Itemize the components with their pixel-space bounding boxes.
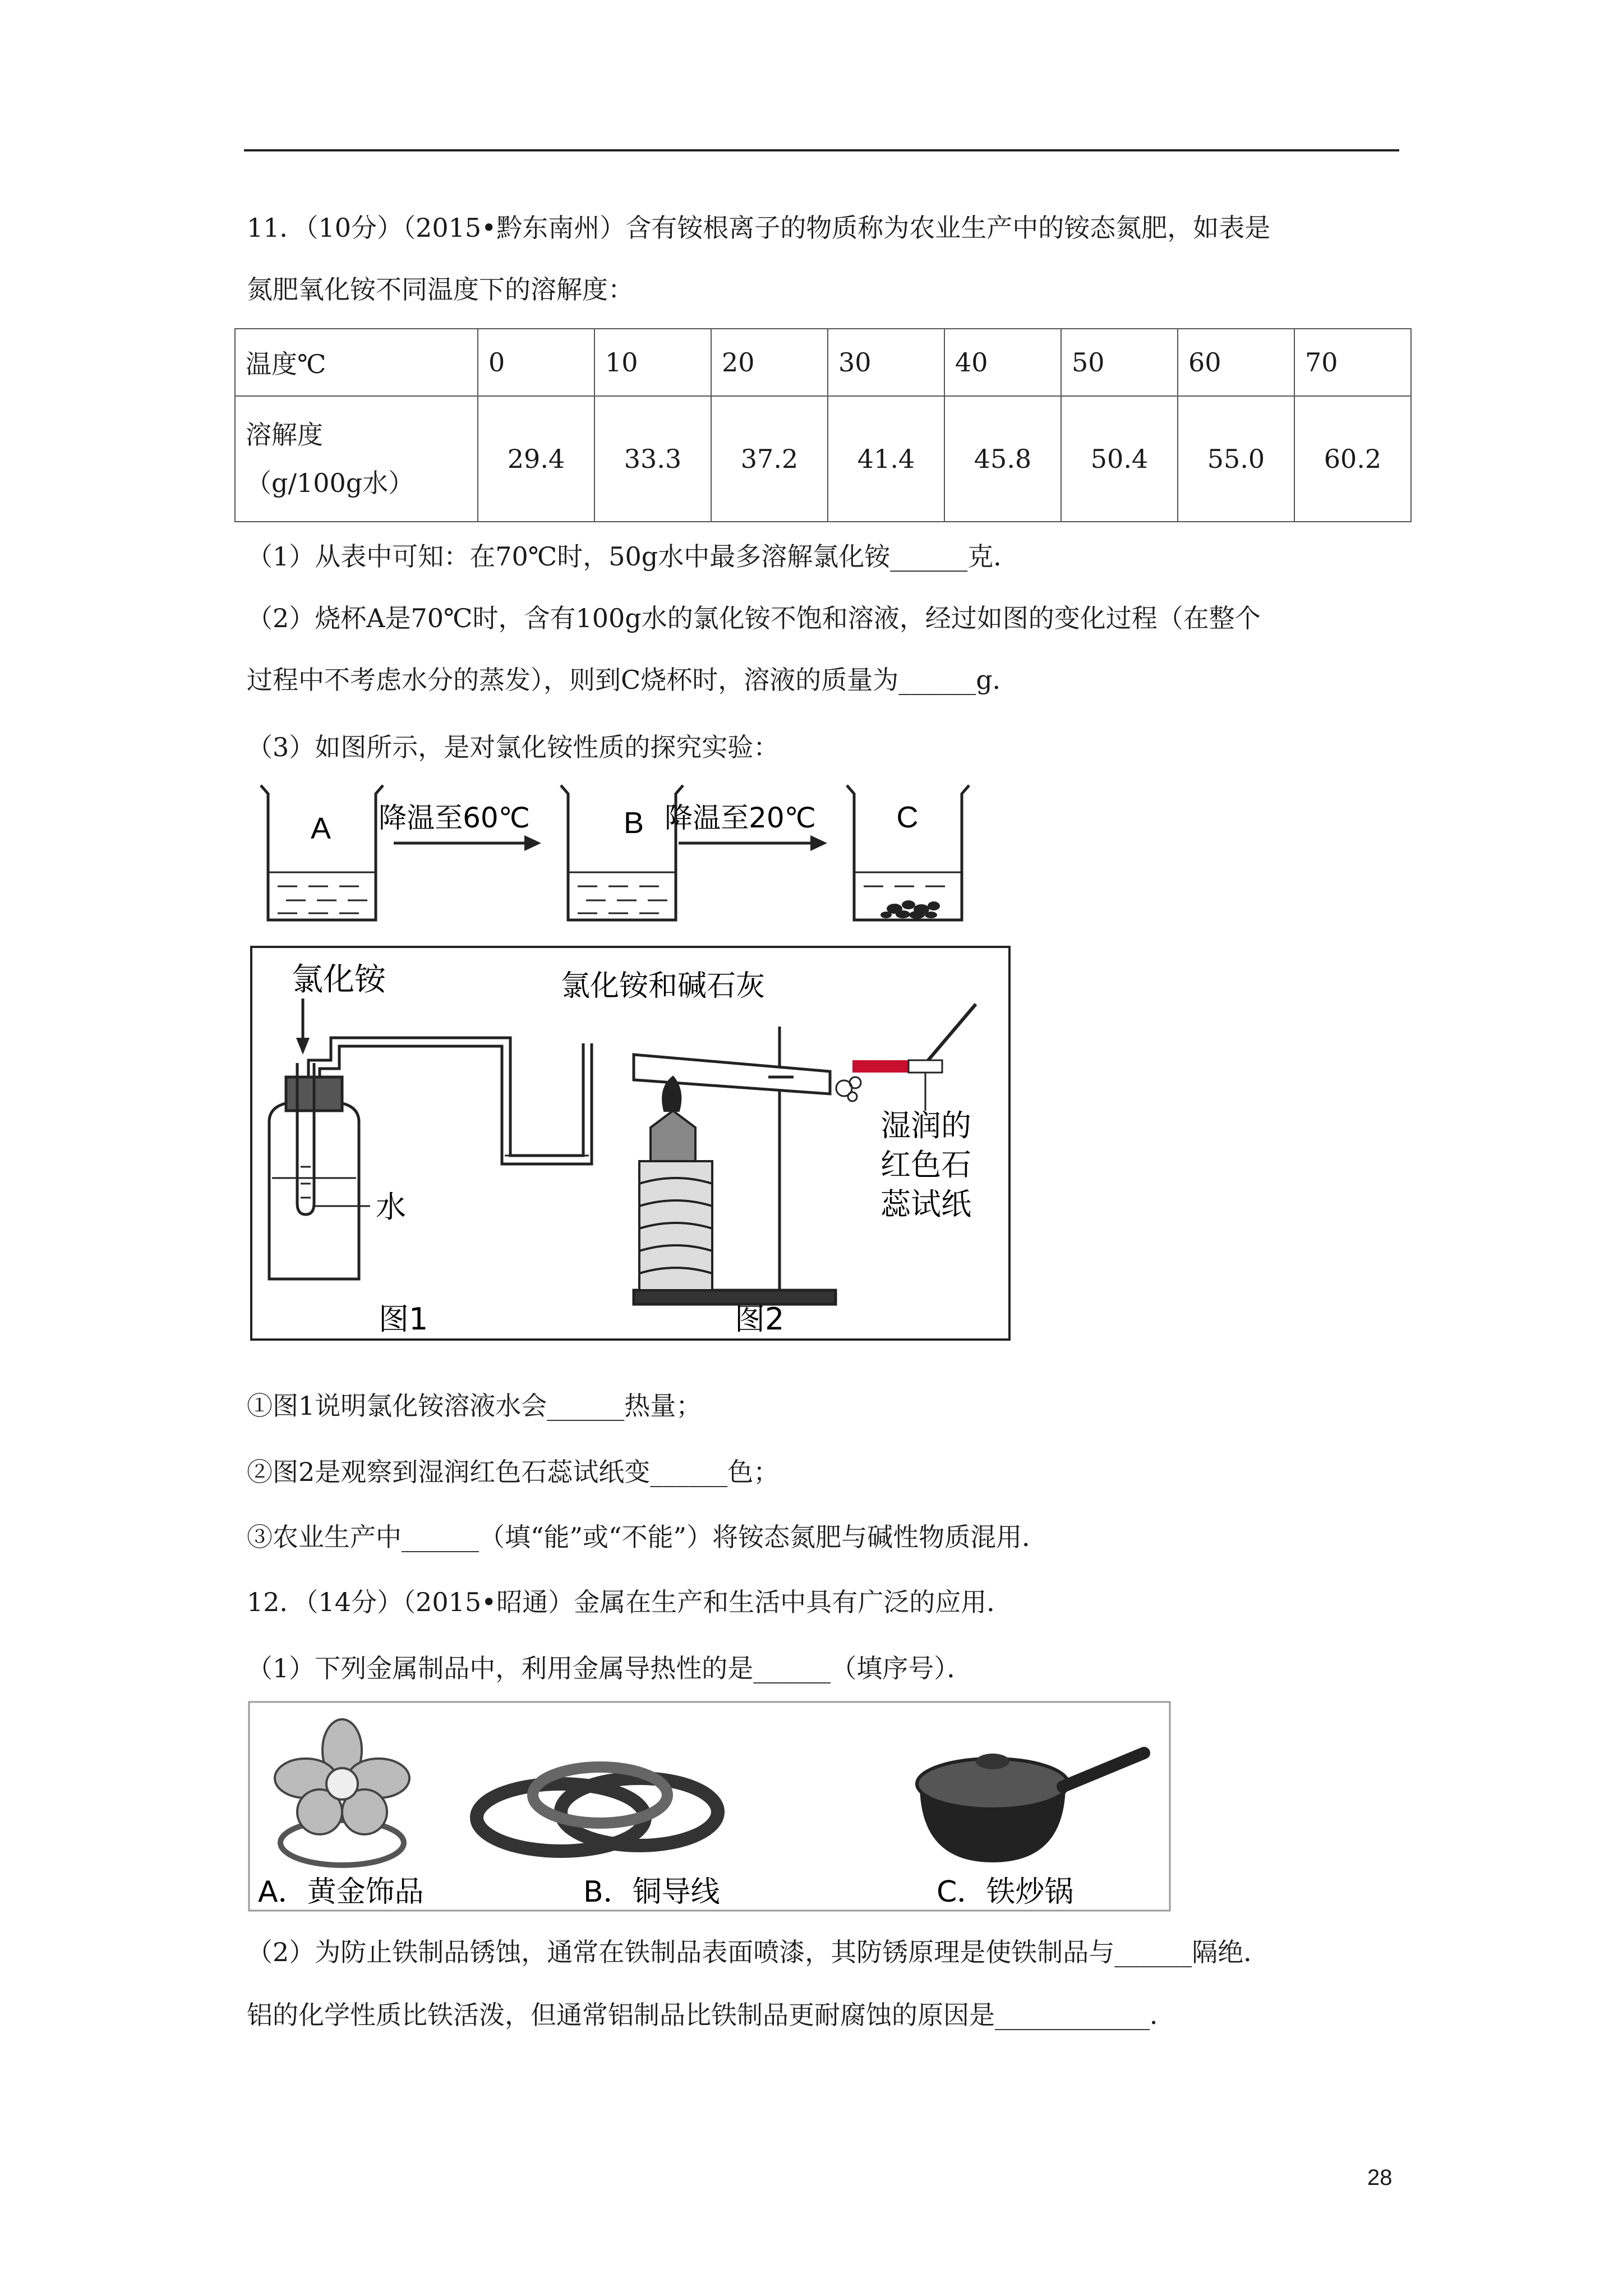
table-cell: 37.2 (711, 396, 828, 522)
table-cell: 29.4 (478, 396, 594, 522)
q11-sub3: ③农业生产中______（填“能”或“不能”）将铵态氮肥与碱性物质混用． (247, 1522, 1048, 1552)
header-rule (244, 149, 1399, 151)
gold-ornament-icon (275, 1719, 409, 1865)
table-cell: 60.2 (1294, 396, 1411, 522)
label-paper-2: 红色石 (880, 1147, 971, 1182)
q11-part1: （1）从表中可知：在70℃时，50g水中最多溶解氯化铵______克． (247, 541, 1020, 572)
table-cell: 70 (1294, 329, 1411, 396)
test-paper-icon (852, 1004, 976, 1111)
q12-part2-line1: （2）为防止铁制品锈蚀，通常在铁制品表面喷漆，其防锈原理是使铁制品与______隔绝． (247, 1937, 1270, 1967)
q11-sub2: ②图2是观察到湿润红色石蕊试纸变______色； (247, 1457, 780, 1487)
arrow2-label: 降温至20℃ (665, 802, 816, 834)
table-header-solubility: 溶解度（g/100g水） (246, 420, 414, 498)
q11-stem-line2: 氮肥氧化铵不同温度下的溶解度： (247, 274, 634, 305)
table-cell: 0 (478, 329, 594, 396)
item-c-label: C．铁炒锅 (937, 1875, 1074, 1909)
table-header-temperature: 温度℃ (235, 329, 478, 396)
table-cell: 30 (828, 329, 944, 396)
item-b-label: B．铜导线 (583, 1875, 720, 1909)
beaker-cooling-figure (247, 777, 1015, 945)
table-cell: 33.3 (594, 396, 711, 522)
flask-icon (269, 1038, 592, 1279)
q12-part2-line2: 铝的化学性质比铁活泼，但通常铝制品比铁制品更耐腐蚀的原因是____________． (247, 2000, 1175, 2030)
arrow-down-icon (296, 1038, 310, 1055)
q11-part2-line1: （2）烧杯A是70℃时，含有100g水的氯化铵不饱和溶液，经过如图的变化过程（在整个 (247, 603, 1261, 633)
fig2-caption: 图2 (735, 1301, 785, 1337)
table-row-solubility (235, 396, 1411, 522)
q11-part2-line2: 过程中不考虑水分的蒸发），则到C烧杯时，溶液的质量为______g． (247, 665, 1018, 695)
beaker-a-icon (261, 785, 383, 920)
burner-icon (639, 1077, 712, 1290)
page-number: 28 (1367, 2165, 1393, 2190)
solubility-table (234, 328, 1412, 522)
copper-wire-icon (477, 1767, 718, 1851)
table-cell: 50.4 (1061, 396, 1178, 522)
experiment-figure (247, 942, 1015, 1346)
fig1-caption: 图1 (379, 1301, 428, 1337)
table-cell: 55.0 (1178, 396, 1294, 522)
label-paper-3: 蕊试纸 (880, 1186, 971, 1222)
beaker-c-label: C (896, 800, 919, 834)
beaker-b-label: B (623, 806, 644, 840)
table-cell: 50 (1061, 329, 1178, 396)
q11-sub1: ①图1说明氯化铵溶液水会______热量； (247, 1391, 702, 1421)
arrow-right-icon (524, 835, 541, 851)
q11-stem-line1: 11．（10分）（2015•黔东南州）含有铵根离子的物质称为农业生产中的铵态氮肥，如表是 (247, 213, 1271, 243)
q12-part1: （1）下列金属制品中，利用金属导热性的是______（填序号）． (247, 1653, 973, 1683)
table-cell: 20 (711, 329, 828, 396)
label-nh4cl: 氯化铵 (292, 961, 386, 998)
table-row-temperature (235, 329, 1411, 396)
q11-part3: （3）如图所示，是对氯化铵性质的探究实验： (247, 732, 780, 762)
table-cell: 40 (944, 329, 1061, 396)
arrow-right-icon (810, 835, 827, 851)
label-mixture: 氯化铵和碱石灰 (561, 969, 766, 1003)
water-level-icon (272, 1156, 589, 1198)
table-cell: 10 (594, 329, 711, 396)
wok-icon (917, 1753, 1144, 1862)
gas-puff-icon (836, 1077, 861, 1101)
metal-products-figure (247, 1700, 1172, 1913)
table-cell: 60 (1178, 329, 1294, 396)
table-cell: 41.4 (828, 396, 944, 522)
item-a-label: A．黄金饰品 (258, 1875, 424, 1909)
crystals-icon (880, 900, 940, 919)
table-cell: 45.8 (944, 396, 1061, 522)
beaker-a-label: A (310, 812, 331, 845)
label-water: 水 (376, 1189, 406, 1225)
label-paper-1: 湿润的 (880, 1108, 971, 1143)
arrow1-label: 降温至60℃ (379, 802, 530, 834)
q12-stem: 12．（14分）（2015•昭通）金属在生产和生活中具有广泛的应用． (247, 1587, 1013, 1617)
